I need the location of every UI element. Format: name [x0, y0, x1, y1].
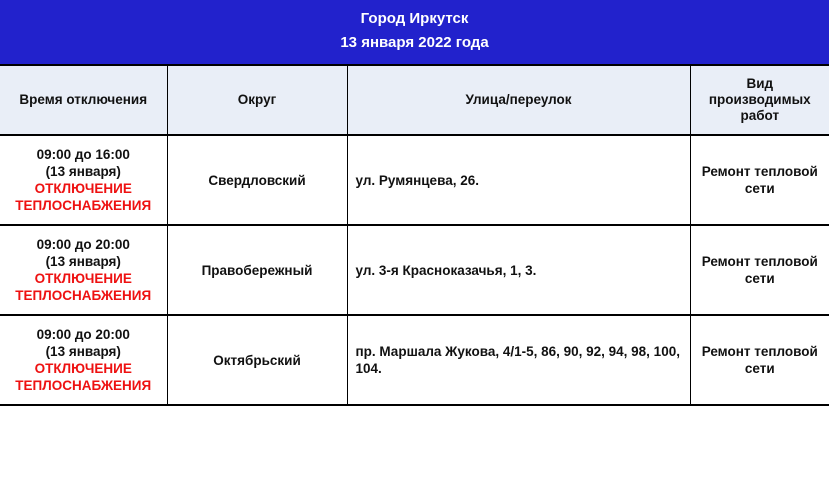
cell-work: Ремонт тепловой сети [690, 225, 829, 315]
cell-district: Правобережный [167, 225, 347, 315]
cell-district: Октябрьский [167, 315, 347, 405]
cell-time [0, 135, 167, 225]
heat-outage-warning: ОТКЛЮЧЕНИЕ ТЕПЛОСНАБЖЕНИЯ [15, 181, 152, 213]
title-cell [0, 0, 829, 65]
table-row [0, 315, 829, 405]
time-date: (13 января) [45, 164, 121, 179]
date-title: 13 января 2022 года [340, 34, 489, 51]
cell-time [0, 315, 167, 405]
cell-work: Ремонт тепловой сети [690, 315, 829, 405]
table-row [0, 135, 829, 225]
cell-district: Свердловский [167, 135, 347, 225]
time-date: (13 января) [45, 344, 121, 359]
time-date: (13 января) [45, 254, 121, 269]
table-body [0, 135, 829, 405]
column-header-district: Округ [167, 65, 347, 135]
city-title: Город Иркутск [360, 10, 469, 27]
cell-street: ул. Румянцева, 26. [347, 135, 690, 225]
column-header-work: Вид производимых работ [690, 65, 829, 135]
heat-outage-warning: ОТКЛЮЧЕНИЕ ТЕПЛОСНАБЖЕНИЯ [15, 361, 152, 393]
time-range: 09:00 до 20:00 [36, 327, 130, 342]
column-header-time: Время отключения [0, 65, 167, 135]
title-bar [0, 0, 829, 65]
time-range: 09:00 до 16:00 [36, 147, 130, 162]
cell-street: пр. Маршала Жукова, 4/1-5, 86, 90, 92, 94, 98, 100, 104. [347, 315, 690, 405]
cell-street: ул. 3-я Красноказачья, 1, 3. [347, 225, 690, 315]
table-header-row [0, 65, 829, 135]
heat-outage-warning: ОТКЛЮЧЕНИЕ ТЕПЛОСНАБЖЕНИЯ [15, 271, 152, 303]
column-header-street: Улица/переулок [347, 65, 690, 135]
table-row [0, 225, 829, 315]
cell-time [0, 225, 167, 315]
cell-work: Ремонт тепловой сети [690, 135, 829, 225]
time-range: 09:00 до 20:00 [36, 237, 130, 252]
